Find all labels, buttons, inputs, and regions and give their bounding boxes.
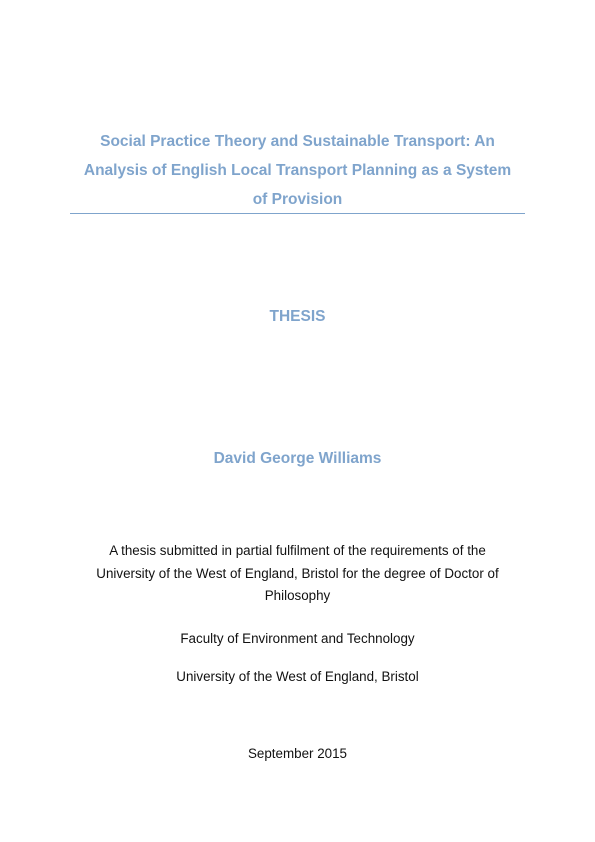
degree-statement bbox=[70, 540, 525, 608]
faculty-name: Faculty of Environment and Technology bbox=[180, 631, 415, 646]
title-divider bbox=[70, 213, 525, 214]
thesis-title-line-1: Social Practice Theory and Sustainable Transport: An bbox=[100, 133, 495, 150]
thesis-title-line-3: of Provision bbox=[252, 191, 343, 208]
degree-statement-line-3: Philosophy bbox=[264, 588, 331, 603]
university-name: University of the West of England, Bristol bbox=[176, 669, 419, 684]
thesis-title-line-2: Analysis of English Local Transport Planning as a System bbox=[83, 162, 512, 179]
submission-date: September 2015 bbox=[247, 746, 347, 761]
degree-statement-line-1: A thesis submitted in partial fulfilment of the requirements of the bbox=[109, 543, 486, 558]
author-name: David George Williams bbox=[213, 450, 382, 467]
document-type-label: THESIS bbox=[269, 308, 326, 325]
thesis-title bbox=[60, 127, 535, 214]
degree-statement-line-2: University of the West of England, Bristol for the degree of Doctor of bbox=[96, 565, 499, 581]
